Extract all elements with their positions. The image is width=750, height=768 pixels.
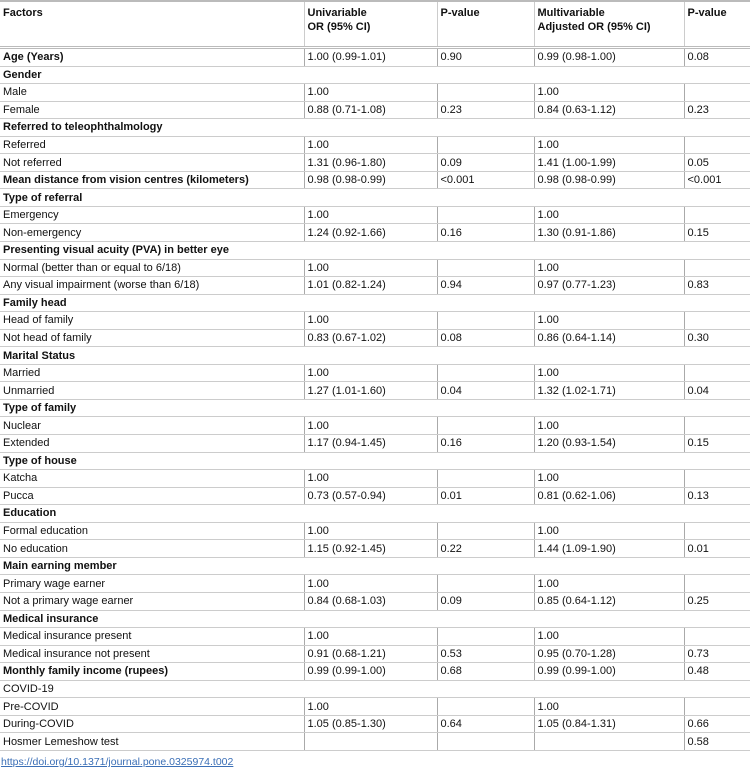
factor-label: Married xyxy=(0,364,304,382)
cell-univariable-or: 1.00 xyxy=(304,259,437,277)
cell-univariable-or: 1.00 xyxy=(304,364,437,382)
section-row xyxy=(0,610,750,628)
cell-univariable-or: 0.73 (0.57-0.94) xyxy=(304,487,437,505)
table-row xyxy=(0,435,750,453)
table-body xyxy=(0,48,750,751)
table-row xyxy=(0,329,750,347)
cell-multivariable-or: 1.00 xyxy=(534,575,684,593)
cell-univariable-p-value xyxy=(437,522,534,540)
factor-label: Monthly family income (rupees) xyxy=(0,663,304,681)
cell-univariable-p-value xyxy=(437,84,534,102)
section-row xyxy=(0,242,750,260)
cell-multivariable-p-value xyxy=(684,312,750,330)
table-row xyxy=(0,136,750,154)
section-label: Type of family xyxy=(0,399,750,417)
factor-label: Katcha xyxy=(0,470,304,488)
cell-univariable-p-value: 0.09 xyxy=(437,592,534,610)
table-row xyxy=(0,733,750,751)
cell-univariable-p-value: 0.01 xyxy=(437,487,534,505)
cell-multivariable-or: 0.99 (0.99-1.00) xyxy=(534,663,684,681)
cell-multivariable-p-value: 0.58 xyxy=(684,733,750,751)
factor-label: Not referred xyxy=(0,154,304,172)
cell-multivariable-or: 1.00 xyxy=(534,206,684,224)
cell-multivariable-or: 1.00 xyxy=(534,84,684,102)
cell-multivariable-p-value: 0.08 xyxy=(684,48,750,67)
section-row xyxy=(0,505,750,523)
cell-univariable-or: 1.31 (0.96-1.80) xyxy=(304,154,437,172)
factor-label: Non-emergency xyxy=(0,224,304,242)
cell-multivariable-or: 1.00 xyxy=(534,698,684,716)
cell-multivariable-p-value xyxy=(684,259,750,277)
table-row xyxy=(0,48,750,67)
cell-univariable-p-value: 0.09 xyxy=(437,154,534,172)
cell-univariable-p-value: 0.16 xyxy=(437,435,534,453)
factor-label: Emergency xyxy=(0,206,304,224)
cell-multivariable-or: 1.05 (0.84-1.31) xyxy=(534,715,684,733)
cell-multivariable-or xyxy=(534,733,684,751)
cell-multivariable-or: 1.32 (1.02-1.71) xyxy=(534,382,684,400)
cell-multivariable-or: 0.85 (0.64-1.12) xyxy=(534,592,684,610)
cell-multivariable-or: 1.00 xyxy=(534,364,684,382)
section-label: Gender xyxy=(0,66,750,84)
cell-univariable-p-value: <0.001 xyxy=(437,171,534,189)
cell-multivariable-p-value xyxy=(684,364,750,382)
cell-multivariable-or: 1.30 (0.91-1.86) xyxy=(534,224,684,242)
table-row xyxy=(0,628,750,646)
column-header-multivariable-p-value: P-value xyxy=(684,1,750,48)
factor-label: Normal (better than or equal to 6/18) xyxy=(0,259,304,277)
cell-multivariable-p-value: <0.001 xyxy=(684,171,750,189)
cell-multivariable-or: 1.00 xyxy=(534,136,684,154)
section-label: Type of referral xyxy=(0,189,750,207)
cell-univariable-or xyxy=(304,733,437,751)
factor-label: Primary wage earner xyxy=(0,575,304,593)
cell-univariable-or: 1.01 (0.82-1.24) xyxy=(304,277,437,295)
cell-univariable-or: 1.00 xyxy=(304,628,437,646)
table-row xyxy=(0,522,750,540)
cell-univariable-p-value: 0.68 xyxy=(437,663,534,681)
section-label: Marital Status xyxy=(0,347,750,365)
cell-univariable-p-value xyxy=(437,312,534,330)
table-row xyxy=(0,277,750,295)
cell-univariable-or: 1.00 xyxy=(304,522,437,540)
cell-multivariable-or: 1.00 xyxy=(534,628,684,646)
cell-univariable-or: 1.05 (0.85-1.30) xyxy=(304,715,437,733)
factor-label: Medical insurance not present xyxy=(0,645,304,663)
cell-univariable-p-value: 0.08 xyxy=(437,329,534,347)
section-row xyxy=(0,119,750,137)
table-row xyxy=(0,417,750,435)
table-row xyxy=(0,487,750,505)
cell-multivariable-p-value: 0.01 xyxy=(684,540,750,558)
cell-multivariable-or: 1.00 xyxy=(534,470,684,488)
table-row xyxy=(0,224,750,242)
cell-univariable-p-value xyxy=(437,470,534,488)
cell-multivariable-p-value xyxy=(684,206,750,224)
factor-label: Male xyxy=(0,84,304,102)
cell-univariable-p-value: 0.94 xyxy=(437,277,534,295)
cell-univariable-or: 0.83 (0.67-1.02) xyxy=(304,329,437,347)
cell-multivariable-or: 1.00 xyxy=(534,312,684,330)
cell-multivariable-or: 1.41 (1.00-1.99) xyxy=(534,154,684,172)
cell-multivariable-or: 0.98 (0.98-0.99) xyxy=(534,171,684,189)
section-label: Medical insurance xyxy=(0,610,750,628)
cell-univariable-or: 1.00 xyxy=(304,206,437,224)
cell-univariable-or: 1.00 xyxy=(304,470,437,488)
factor-label: Any visual impairment (worse than 6/18) xyxy=(0,277,304,295)
factor-label: Age (Years) xyxy=(0,48,304,67)
section-row xyxy=(0,557,750,575)
table-row xyxy=(0,645,750,663)
table-row xyxy=(0,592,750,610)
cell-univariable-p-value xyxy=(437,575,534,593)
table-row xyxy=(0,540,750,558)
cell-multivariable-p-value xyxy=(684,470,750,488)
cell-multivariable-or: 1.00 xyxy=(534,259,684,277)
cell-multivariable-p-value: 0.23 xyxy=(684,101,750,119)
cell-univariable-or: 1.00 xyxy=(304,575,437,593)
cell-univariable-or: 1.00 (0.99-1.01) xyxy=(304,48,437,67)
table-row xyxy=(0,154,750,172)
section-row xyxy=(0,66,750,84)
table-row xyxy=(0,364,750,382)
cell-univariable-or: 1.00 xyxy=(304,698,437,716)
table-row xyxy=(0,101,750,119)
cell-univariable-or: 1.00 xyxy=(304,417,437,435)
cell-multivariable-p-value: 0.05 xyxy=(684,154,750,172)
table-row xyxy=(0,312,750,330)
table-row xyxy=(0,382,750,400)
table-row xyxy=(0,84,750,102)
cell-multivariable-p-value xyxy=(684,628,750,646)
column-header-univariable-p-value: P-value xyxy=(437,1,534,48)
cell-multivariable-or: 1.00 xyxy=(534,417,684,435)
cell-multivariable-p-value xyxy=(684,84,750,102)
table-row xyxy=(0,470,750,488)
doi-footer xyxy=(0,756,750,768)
section-row xyxy=(0,347,750,365)
column-header-univariable-or: Univariable OR (95% CI) xyxy=(304,1,437,48)
table-row xyxy=(0,575,750,593)
section-label: Education xyxy=(0,505,750,523)
cell-multivariable-p-value: 0.04 xyxy=(684,382,750,400)
section-label: Referred to teleophthalmology xyxy=(0,119,750,137)
cell-multivariable-p-value: 0.15 xyxy=(684,435,750,453)
cell-multivariable-or: 1.44 (1.09-1.90) xyxy=(534,540,684,558)
cell-univariable-or: 1.00 xyxy=(304,84,437,102)
factor-label: Hosmer Lemeshow test xyxy=(0,733,304,751)
cell-univariable-or: 0.98 (0.98-0.99) xyxy=(304,171,437,189)
cell-multivariable-p-value: 0.15 xyxy=(684,224,750,242)
column-header-multivariable-or: Multivariable Adjusted OR (95% CI) xyxy=(534,1,684,48)
doi-link[interactable]: https://doi.org/10.1371/journal.pone.0325974.t002 xyxy=(1,755,234,768)
cell-univariable-or: 0.99 (0.99-1.00) xyxy=(304,663,437,681)
cell-multivariable-p-value: 0.73 xyxy=(684,645,750,663)
section-row xyxy=(0,189,750,207)
section-row xyxy=(0,294,750,312)
cell-univariable-p-value xyxy=(437,733,534,751)
header-row xyxy=(0,1,750,48)
cell-univariable-p-value xyxy=(437,417,534,435)
factor-label: Medical insurance present xyxy=(0,628,304,646)
table-row xyxy=(0,698,750,716)
factor-label: Pucca xyxy=(0,487,304,505)
cell-univariable-or: 0.91 (0.68-1.21) xyxy=(304,645,437,663)
factor-label: No education xyxy=(0,540,304,558)
section-row xyxy=(0,680,750,698)
factor-label: Unmarried xyxy=(0,382,304,400)
cell-multivariable-or: 0.86 (0.64-1.14) xyxy=(534,329,684,347)
factor-label: Mean distance from vision centres (kilometers) xyxy=(0,171,304,189)
cell-univariable-p-value: 0.64 xyxy=(437,715,534,733)
cell-multivariable-or: 0.97 (0.77-1.23) xyxy=(534,277,684,295)
section-label: Family head xyxy=(0,294,750,312)
cell-multivariable-p-value: 0.25 xyxy=(684,592,750,610)
cell-univariable-or: 1.27 (1.01-1.60) xyxy=(304,382,437,400)
column-header-factors: Factors xyxy=(0,1,304,48)
section-label: Presenting visual acuity (PVA) in better eye xyxy=(0,242,750,260)
factor-label: Female xyxy=(0,101,304,119)
cell-multivariable-p-value xyxy=(684,575,750,593)
cell-univariable-p-value: 0.22 xyxy=(437,540,534,558)
cell-univariable-p-value xyxy=(437,259,534,277)
cell-multivariable-p-value xyxy=(684,136,750,154)
cell-multivariable-p-value: 0.48 xyxy=(684,663,750,681)
factor-label: Nuclear xyxy=(0,417,304,435)
cell-multivariable-p-value: 0.83 xyxy=(684,277,750,295)
cell-univariable-or: 1.15 (0.92-1.45) xyxy=(304,540,437,558)
cell-univariable-p-value: 0.53 xyxy=(437,645,534,663)
cell-univariable-p-value xyxy=(437,206,534,224)
cell-multivariable-or: 0.81 (0.62-1.06) xyxy=(534,487,684,505)
cell-univariable-p-value: 0.90 xyxy=(437,48,534,67)
cell-univariable-p-value: 0.16 xyxy=(437,224,534,242)
section-label: COVID-19 xyxy=(0,680,750,698)
cell-multivariable-p-value: 0.13 xyxy=(684,487,750,505)
factor-label: Formal education xyxy=(0,522,304,540)
cell-multivariable-or: 0.95 (0.70-1.28) xyxy=(534,645,684,663)
table-row xyxy=(0,663,750,681)
cell-multivariable-p-value xyxy=(684,698,750,716)
cell-univariable-or: 1.00 xyxy=(304,312,437,330)
cell-multivariable-or: 1.00 xyxy=(534,522,684,540)
cell-univariable-or: 0.84 (0.68-1.03) xyxy=(304,592,437,610)
table-row xyxy=(0,259,750,277)
cell-univariable-p-value: 0.23 xyxy=(437,101,534,119)
table-row xyxy=(0,171,750,189)
factor-label: Not a primary wage earner xyxy=(0,592,304,610)
cell-multivariable-p-value: 0.66 xyxy=(684,715,750,733)
factor-label: Extended xyxy=(0,435,304,453)
cell-multivariable-or: 1.20 (0.93-1.54) xyxy=(534,435,684,453)
cell-univariable-or: 1.00 xyxy=(304,136,437,154)
section-row xyxy=(0,399,750,417)
cell-multivariable-or: 0.84 (0.63-1.12) xyxy=(534,101,684,119)
cell-univariable-or: 1.24 (0.92-1.66) xyxy=(304,224,437,242)
factor-label: Referred xyxy=(0,136,304,154)
cell-univariable-or: 0.88 (0.71-1.08) xyxy=(304,101,437,119)
section-row xyxy=(0,452,750,470)
cell-multivariable-p-value: 0.30 xyxy=(684,329,750,347)
section-label: Main earning member xyxy=(0,557,750,575)
cell-multivariable-or: 0.99 (0.98-1.00) xyxy=(534,48,684,67)
cell-multivariable-p-value xyxy=(684,417,750,435)
table-row xyxy=(0,206,750,224)
cell-univariable-or: 1.17 (0.94-1.45) xyxy=(304,435,437,453)
cell-univariable-p-value: 0.04 xyxy=(437,382,534,400)
cell-univariable-p-value xyxy=(437,698,534,716)
factor-label: Not head of family xyxy=(0,329,304,347)
cell-univariable-p-value xyxy=(437,136,534,154)
cell-multivariable-p-value xyxy=(684,522,750,540)
section-label: Type of house xyxy=(0,452,750,470)
table-row xyxy=(0,715,750,733)
factor-label: Head of family xyxy=(0,312,304,330)
factor-label: Pre-COVID xyxy=(0,698,304,716)
factor-label: During-COVID xyxy=(0,715,304,733)
cell-univariable-p-value xyxy=(437,364,534,382)
cell-univariable-p-value xyxy=(437,628,534,646)
